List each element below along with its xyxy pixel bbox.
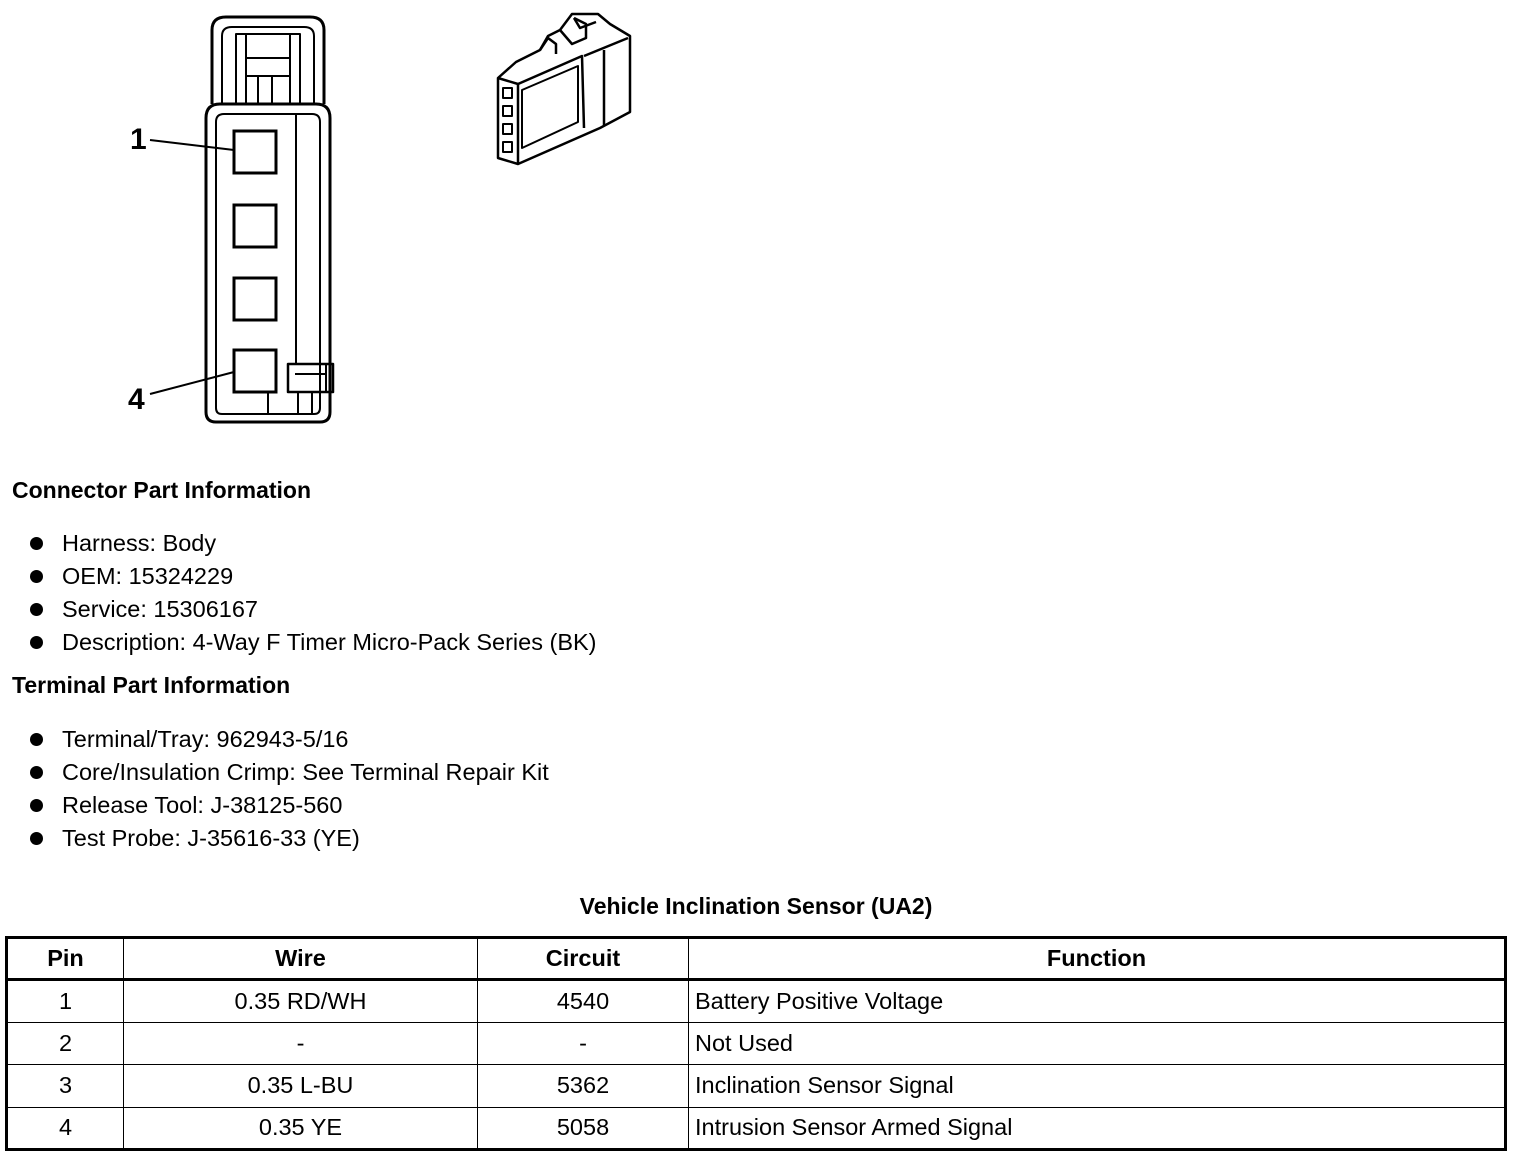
cavity-1 xyxy=(234,131,276,173)
cell-wire: 0.35 RD/WH xyxy=(124,980,478,1023)
connector-isometric-view xyxy=(498,14,630,164)
cell-function: Not Used xyxy=(689,1022,1506,1065)
table-row xyxy=(7,1107,1506,1150)
cell-function: Battery Positive Voltage xyxy=(689,980,1506,1023)
list-item: Description: 4-Way F Timer Micro-Pack Series (BK) xyxy=(28,626,597,659)
cell-wire: - xyxy=(124,1022,478,1065)
cell-wire: 0.35 YE xyxy=(124,1107,478,1150)
table-header-row xyxy=(7,938,1506,980)
table-row xyxy=(7,980,1506,1023)
cell-circuit: 4540 xyxy=(478,980,689,1023)
header-function: Function xyxy=(689,938,1506,980)
pin-leaders xyxy=(150,140,234,394)
table-row xyxy=(7,1065,1506,1108)
pinout-table xyxy=(5,936,1507,1151)
terminal-info-title: Terminal Part Information xyxy=(12,672,291,698)
list-item: Terminal/Tray: 962943-5/16 xyxy=(28,723,549,756)
cell-function: Inclination Sensor Signal xyxy=(689,1065,1506,1108)
pin-label-4: 4 xyxy=(128,383,145,416)
cell-circuit: 5058 xyxy=(478,1107,689,1150)
cell-pin: 3 xyxy=(7,1065,124,1108)
list-item: Harness: Body xyxy=(28,527,597,560)
pin-label-1: 1 xyxy=(130,123,147,156)
bullet-icon xyxy=(30,537,43,550)
cell-wire: 0.35 L-BU xyxy=(124,1065,478,1108)
list-item: Release Tool: J-38125-560 xyxy=(28,789,549,822)
table-caption: Vehicle Inclination Sensor (UA2) xyxy=(579,893,933,919)
cavity-2 xyxy=(234,205,276,247)
bullet-icon xyxy=(30,733,43,746)
bullet-icon xyxy=(30,832,43,845)
cell-pin: 1 xyxy=(7,980,124,1023)
list-item: Service: 15306167 xyxy=(28,593,597,626)
connector-diagram xyxy=(0,0,700,440)
header-wire: Wire xyxy=(124,938,478,980)
cell-pin: 4 xyxy=(7,1107,124,1150)
header-pin: Pin xyxy=(7,938,124,980)
cavity-4 xyxy=(234,350,276,392)
header-circuit: Circuit xyxy=(478,938,689,980)
connector-info-title: Connector Part Information xyxy=(12,477,312,503)
list-item: Core/Insulation Crimp: See Terminal Repair Kit xyxy=(28,756,549,789)
cell-pin: 2 xyxy=(7,1022,124,1065)
bullet-icon xyxy=(30,636,43,649)
list-item: Test Probe: J-35616-33 (YE) xyxy=(28,822,549,855)
list-item: OEM: 15324229 xyxy=(28,560,597,593)
cell-circuit: 5362 xyxy=(478,1065,689,1108)
terminal-info-list xyxy=(28,723,549,855)
pin-cavities xyxy=(234,131,276,392)
bullet-icon xyxy=(30,766,43,779)
cell-circuit: - xyxy=(478,1022,689,1065)
cavity-3 xyxy=(234,278,276,320)
bullet-icon xyxy=(30,799,43,812)
bullet-icon xyxy=(30,570,43,583)
cell-function: Intrusion Sensor Armed Signal xyxy=(689,1107,1506,1150)
connector-info-list xyxy=(28,527,597,659)
table-row xyxy=(7,1022,1506,1065)
bullet-icon xyxy=(30,603,43,616)
